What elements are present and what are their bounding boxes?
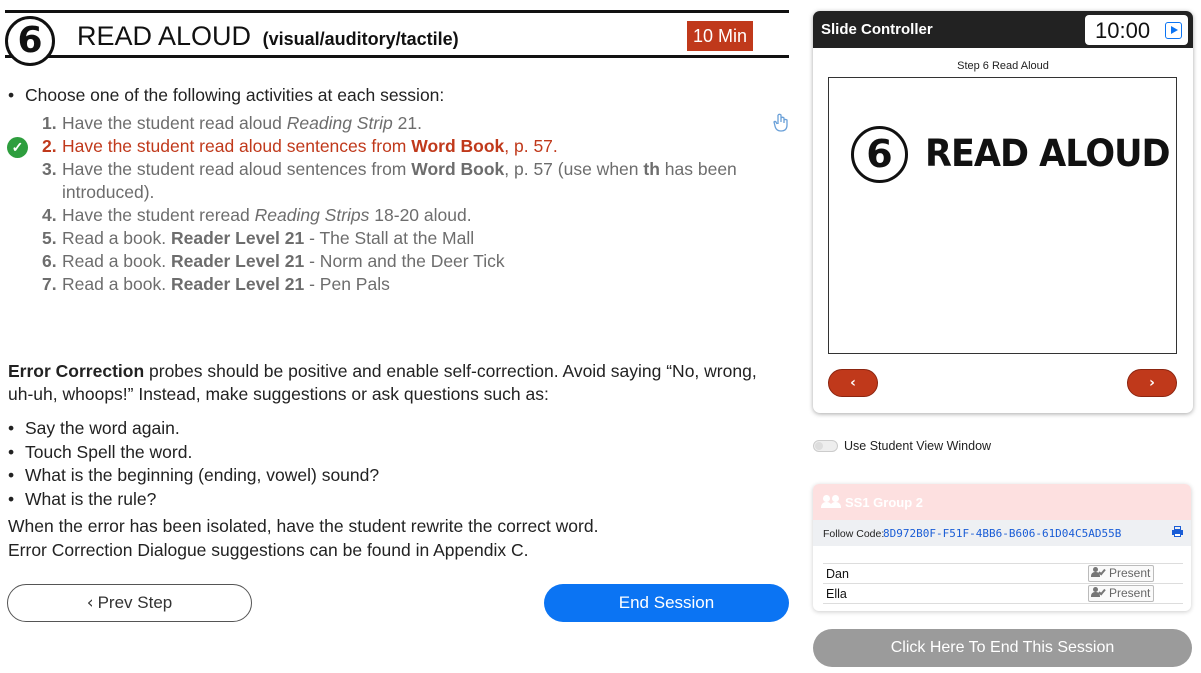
activity-text: Have the student read aloud sentences from [62, 136, 412, 156]
end-this-session-button[interactable]: Click Here To End This Session [813, 629, 1192, 667]
slide-title: READ ALOUD [925, 132, 1170, 176]
activity-text: , p. 57 (use when [504, 159, 644, 179]
activity-emphasis: Reading Strips [254, 205, 370, 225]
present-label: Present [1109, 566, 1151, 580]
user-check-icon [1091, 567, 1107, 578]
error-correction-paragraph [8, 360, 778, 406]
bullet-icon: • [8, 465, 15, 485]
student-table [823, 563, 1183, 604]
activity-text: Read a book. [62, 274, 171, 294]
student-status-cell [1088, 564, 1183, 584]
check-circle-icon: ✓ [7, 137, 28, 158]
activities-intro-text: Choose one of the following activities at each session: [25, 85, 445, 105]
printer-icon[interactable] [1172, 526, 1183, 537]
list-item-text: Touch Spell the word. [25, 441, 193, 462]
error-correction-text: probes should be positive and enable self-correction. Avoid saying “No, wrong, uh-uh, whoops!” Instead, make suggestions or ask questions such as: [8, 361, 757, 404]
activity-list [11, 112, 762, 296]
activity-item-7[interactable] [42, 273, 762, 296]
activity-text: 18-20 aloud. [369, 205, 472, 225]
step-title [77, 21, 459, 54]
table-row [823, 584, 1183, 604]
slide-label: Step 6 Read Aloud [957, 60, 1049, 72]
present-button[interactable] [1088, 585, 1154, 602]
list-item [8, 417, 379, 441]
activity-bold: Word Book [411, 136, 505, 156]
follow-code-value[interactable]: 8D972B0F-F51F-4BB6-B606-61D04C5AD55B [883, 527, 1122, 540]
timer-value: 10:00 [1095, 18, 1151, 43]
activity-bold: Reader Level 21 [170, 228, 305, 248]
activity-bold: Reader Level 21 [170, 251, 305, 271]
activity-text: Have the student read aloud [62, 113, 287, 133]
activity-item-4[interactable] [42, 204, 762, 227]
list-item [8, 441, 379, 465]
error-followup-line-2: Error Correction Dialogue suggestions can be found in Appendix C. [8, 540, 529, 560]
activity-bold: Word Book [411, 159, 505, 179]
slide-controller-header [813, 11, 1193, 48]
group-header [813, 484, 1191, 520]
activity-item-2[interactable] [11, 135, 762, 158]
activity-emphasis: Reading Strip [286, 113, 393, 133]
list-item-text: Say the word again. [25, 418, 180, 438]
pointer-hand-icon [773, 113, 791, 133]
next-slide-button[interactable] [1127, 369, 1177, 397]
follow-code-row [813, 520, 1191, 546]
play-icon[interactable] [1165, 22, 1182, 39]
student-status-cell [1088, 584, 1183, 604]
activity-text: Read a book. [62, 228, 171, 248]
activity-text: , p. 57. [504, 136, 558, 156]
slide-step-number: 6 [851, 126, 908, 183]
step-subtitle: (visual/auditory/tactile) [262, 29, 459, 49]
chevron-left-icon: ‹ [86, 593, 94, 613]
list-item [8, 464, 379, 488]
list-item-text: What is the beginning (ending, vowel) sound? [25, 465, 380, 485]
slide-controller [813, 11, 1193, 413]
chevron-left-icon: ‹ [850, 375, 856, 391]
activity-bold: Reader Level 21 [170, 274, 305, 294]
previous-slide-button[interactable] [828, 369, 878, 397]
error-followup-line-1: When the error has been isolated, have the student rewrite the correct word. [8, 516, 599, 536]
bullet-icon: • [8, 85, 15, 105]
activities-intro [8, 85, 444, 106]
student-name: Dan [823, 564, 1088, 584]
slide-controller-title: Slide Controller [821, 21, 933, 38]
present-label: Present [1109, 586, 1151, 600]
activity-text: - Norm and the Deer Tick [304, 251, 505, 271]
activity-bold: th [643, 159, 660, 179]
activity-number: 2. [42, 136, 57, 156]
bullet-icon: • [8, 441, 15, 462]
time-badge: 10 Min [687, 21, 753, 51]
student-view-toggle[interactable] [813, 440, 838, 452]
users-icon [823, 495, 841, 509]
activity-text: - The Stall at the Mall [304, 228, 475, 248]
activity-number: 7. [42, 274, 57, 294]
error-followup-text [8, 514, 598, 562]
activity-item-5[interactable] [42, 227, 762, 250]
student-view-label: Use Student View Window [844, 439, 992, 453]
slide-preview [828, 77, 1177, 354]
activity-text: Read a book. [62, 251, 171, 271]
follow-code-label: Follow Code: [823, 528, 885, 540]
user-check-icon [1091, 587, 1107, 598]
error-correction-list [8, 417, 379, 511]
activity-item-1[interactable] [42, 112, 762, 135]
group-card [813, 484, 1191, 611]
activity-number: 3. [42, 159, 57, 179]
activity-text: - Pen Pals [304, 274, 390, 294]
end-session-button[interactable]: End Session [544, 584, 789, 622]
prev-step-button[interactable] [7, 584, 252, 622]
activity-item-3[interactable] [42, 158, 762, 204]
step-number-badge: 6 [5, 16, 55, 66]
step-header [5, 10, 789, 61]
activity-item-6[interactable] [42, 250, 762, 273]
bullet-icon: • [8, 488, 15, 509]
list-item-text: What is the rule? [25, 488, 157, 509]
prev-step-label: Prev Step [97, 593, 173, 612]
timer [1085, 15, 1188, 45]
bullet-icon: • [8, 418, 15, 438]
table-row [823, 564, 1183, 584]
activity-text: Have the student read aloud sentences from [62, 159, 412, 179]
activity-text: Have the student reread [62, 205, 255, 225]
chevron-right-icon: › [1149, 375, 1155, 391]
activity-text: 21. [392, 113, 422, 133]
step-title-text: READ ALOUD [77, 21, 252, 51]
present-button[interactable] [1088, 565, 1154, 582]
activity-number: 4. [42, 205, 57, 225]
activity-text: has been introduced). [62, 159, 737, 202]
student-name: Ella [823, 584, 1088, 604]
error-correction-lead: Error Correction [8, 361, 145, 381]
group-name: SS1 Group 2 [845, 495, 924, 510]
activity-number: 1. [42, 113, 57, 133]
list-item [8, 488, 379, 512]
activity-number: 6. [42, 251, 57, 271]
activity-number: 5. [42, 228, 57, 248]
